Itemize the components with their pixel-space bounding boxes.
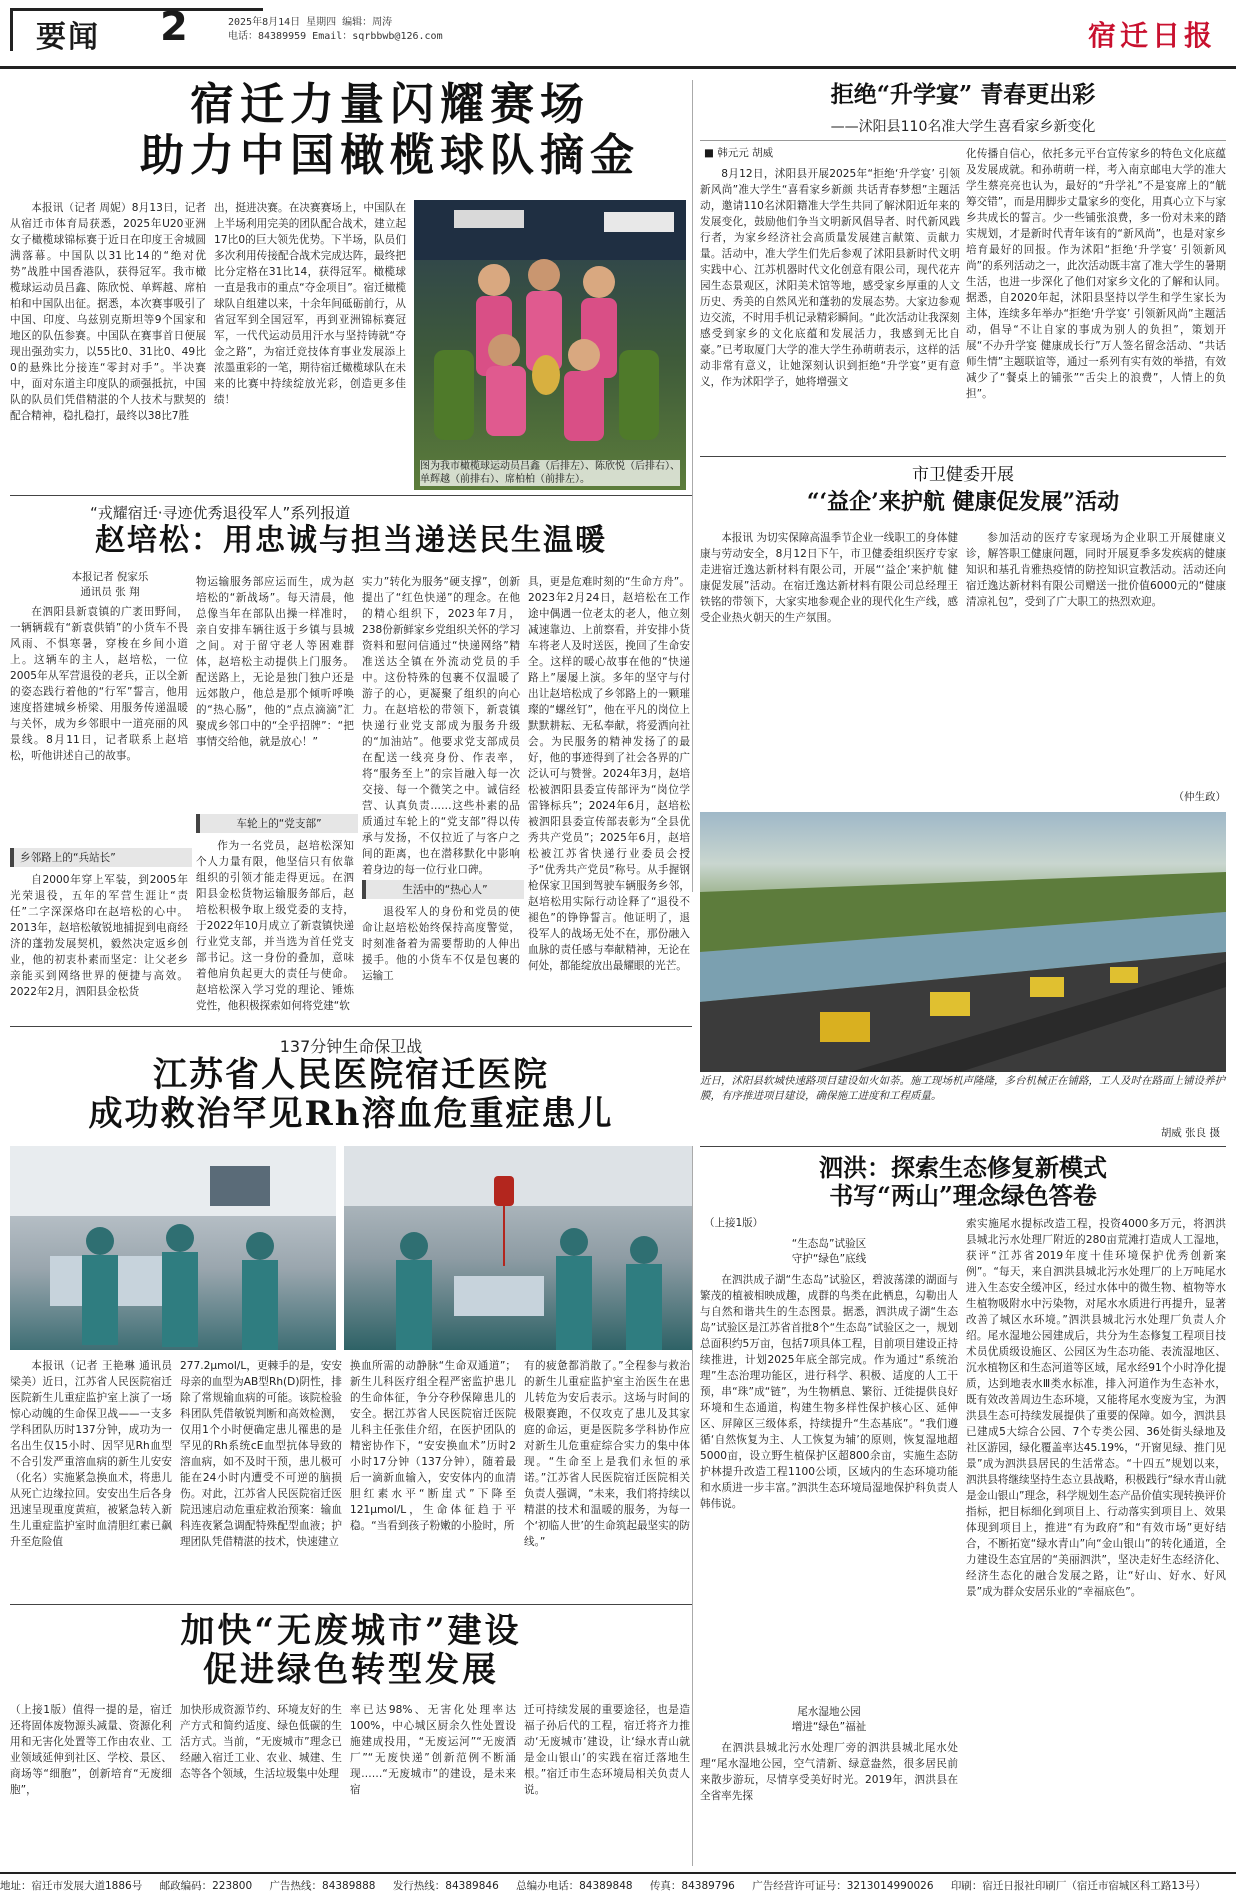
date-line: 2025年8月14日 星期四 编辑：周涛 xyxy=(228,17,393,28)
health-col2: 参加活动的医疗专家现场为企业职工开展健康义诊，解答职工健康问题，同时开展夏季多发疾病的健康知识和基孔肯雅热疫情的防控知识宣教活动。活动还向宿迁逸达新材料有限公司赠送一批价值6000元的“健康清凉礼包”，受到了广大职工的热烈欢迎。 xyxy=(966,532,1226,608)
rugby-headline xyxy=(60,80,720,181)
hospital-photo-left xyxy=(10,1146,336,1350)
waste-col2: 加快形成资源节约、环境友好的生产方式和简约适度、绿色低碳的生活方式。当前，“无废城市”理念已经融入宿迁工业、农业、城建、生态等各个领域，生活垃圾集中处理 xyxy=(180,1704,342,1780)
hospital-headline xyxy=(10,1056,692,1134)
masthead xyxy=(0,0,1236,68)
hospital-headline-line2: 成功救治罕见Rh溶血危重症患儿 xyxy=(88,1094,614,1135)
zhao-col1a: 在泗阳县新袁镇的广袤田野间，一辆辆载有“新袁供销”的小货车不畏风雨、不惧寒暑，穿梭在乡间小道上。这辆车的主人，赵培松，一位2005年从军营退役的老兵，正以全新的姿态践行着他的“行军”誓言，他用速度搭建城乡桥梁、用服务传递温暖与关怀，成为乡邻眼中一道亮丽的风景线。8月11日，记者联系上赵培松，听他讲述自己的故事。 xyxy=(10,606,188,762)
footer-address: 地址：宿迁市发展大道1886号 xyxy=(0,1880,143,1892)
zhao-bottom-rule xyxy=(10,1026,692,1027)
road-bottom-rule xyxy=(700,1146,1226,1147)
waste-headline-line1: 加快“无废城市”建设 xyxy=(180,1611,522,1651)
road-photo xyxy=(700,812,1226,1072)
shengxue-rule xyxy=(700,140,1226,141)
zhao-col1b: 自2000年穿上军装，到2005年光荣退役，五年的军营生涯让“责任”二字深深烙印在赵培松的心中。2013年，赵培松敏锐地捕捉到电商经济的蓬勃发展契机，毅然决定返乡创业，他的初衷朴素而坚定：让父老乡亲能买到网络世界的便捷与高效。2022年2月，泗阳县金松货 xyxy=(10,874,188,998)
hospital-bottom-rule xyxy=(10,1604,692,1605)
zhao-headline: 赵培松：用忠诚与担当递送民生温暖 xyxy=(95,523,607,558)
zhao-col3a: 实力”转化为服务“硬支撑”，创新提出了“红色快递”的理念。在他的精心组织下，2023年7月，238份新鲜家乡党组织关怀的学习资料和慰问信通过“快递网络”精准送达全镇在外流动党员的手中。这份特殊的包裹不仅温暖了游子的心，更凝聚了组织的向心力。在赵培松的带领下，新袁镇快递行业党支部成为服务升级的“加油站”。他要求党支部成员在配送一线亮身份、作表率，将“服务至上”的宗旨融入每一次交接、每一个微笑之中。诚信经营、认真负责……这些朴素的品质通过车轮上的“党支部”得以传承与发扬，不仅拉近了与客户之间的距离，也在潜移默化中影响着身边的每一位行业口碑。 xyxy=(362,576,520,876)
section-name: 要闻 xyxy=(36,20,100,55)
zhao-series: “戎耀宿迁·寻迹优秀退役军人”系列报道 xyxy=(90,504,351,522)
hospital-photo-right xyxy=(344,1146,692,1350)
zhao-subhead-3: 生活中的“热心人” xyxy=(362,880,524,899)
waste-col3: 率已达98%、无害化处理率达100%，中心城区厨余久性处置设施建成投用，“无废运河”“无废酒厂”“无废快递”创新范例不断涌现……“无废城市”的建设，是未来宿 xyxy=(350,1704,516,1796)
sihong-headline-line2: 书写“两山”理念绿色答卷 xyxy=(829,1180,1097,1210)
hospital-col2: 277.2μmol/L，更棘手的是，安安母亲的血型为AB型Rh(D)阴性，排除了常规输血病的可能。该院检验科团队凭借敏锐判断和高效检测，仅用1个小时便确定患儿罹患的是罕见的Rh系统cE血型抗体导致的溶血病，如不及时干预，患儿极可能在24小时内遭受不可逆的脑损伤。对此，江苏省人民医院宿迁医院迅速启动危重症救治预案：输血科连夜紧急调配特殊配型血液；护理团队凭借精湛的技术，快速建立 xyxy=(180,1360,342,1548)
newspaper-logo: 宿迁日报 xyxy=(1087,19,1216,52)
masthead-info xyxy=(228,16,443,44)
waste-col1: （上接1版）值得一提的是，宿迁还将固体废物源头减量、资源化利用和无害化处置等工作由农业、工业领域延伸到社区、学校、景区、商场等“细胞”，创新培育“无废细胞”， xyxy=(10,1704,172,1796)
footer-editor-line: 总编办电话：84389848 xyxy=(516,1880,633,1892)
hospital-ward-image xyxy=(10,1146,336,1350)
zhao-subhead-2: 车轮上的“党支部” xyxy=(196,814,358,833)
road-construction-image xyxy=(700,812,1226,1072)
health-credit: （仲生政） xyxy=(1173,791,1226,803)
sihong-subhead-2: 尾水湿地公园 增进“绿色”福祉 xyxy=(791,1706,867,1733)
hospital-kicker: 137分钟生命保卫战 xyxy=(279,1037,423,1056)
waste-headline xyxy=(10,1612,692,1690)
rugby-headline-line2: 助力中国橄榄球队摘金 xyxy=(140,129,640,181)
rugby-col1: 本报讯（记者 周妮）8月13日，记者从宿迁市体育局获悉，2025年U20亚洲女子橄榄球锦标赛于近日在印度王舍城圆满落幕。中国队以31比14的“绝对优势”战胜中国香港队，获得冠军。我市橄榄球运动员吕鑫、陈欣悦、单辉越、席柏柏和中国队出征。据悉，本次赛事吸引了中国、印度、乌兹别克斯坦等9个国家和地区的队伍参赛。中国队在赛事首日便展现出强劲实力，以55比0、31比0、49比0的悬殊比分接连“零封对手”。半决赛中，面对东道主印度队的顽强抵抗，中国队的队员们凭借精湛的个人技术与默契的配合精神，稳扎稳打，最终以38比7胜 xyxy=(10,202,206,422)
rugby-team-image xyxy=(414,200,686,490)
zhao-byline: 本报记者 倪家乐 通讯员 张 翔 xyxy=(71,571,149,598)
rugby-headline-line1: 宿迁力量闪耀赛场 xyxy=(190,79,590,130)
page-number: 2 xyxy=(160,4,188,50)
health-headline: “‘益企’来护航 健康促发展”活动 xyxy=(806,489,1120,515)
sihong-headline-line1: 泗洪：探索生态修复新模式 xyxy=(819,1153,1107,1182)
footer-ad-line: 广告热线：84389888 xyxy=(269,1880,376,1892)
footer-fax: 传真：84389796 xyxy=(649,1880,735,1892)
hospital-col3: 换血所需的动静脉“生命双通道”；新生儿科医疗组全程严密监护患儿的生命体征，争分夺秒保障患儿的安全。据江苏省人民医院宿迁医院儿科主任张佳介绍，在医护团队的精密协作下，“安安换血术”历时2小时17分钟（137分钟），随着最后一滴新血输入，安安体内的血清胆红素水平“断崖式”下降至121μmol/L，生命体征趋于平稳。“当看到孩子粉嫩的小脸时，所 xyxy=(350,1360,516,1532)
road-credit: 胡威 张良 摄 xyxy=(1160,1127,1220,1139)
shengxue-headline: 拒绝“升学宴” 青春更出彩 xyxy=(830,81,1096,108)
shengxue-bottom-rule xyxy=(700,456,1226,457)
shengxue-col1: 8月12日，沭阳县开展2025年“拒绝‘升学宴’ 引领新风尚”准大学生“喜看家乡新颜 共话青春梦想”主题活动，邀请110名沭阳籍准大学生共同了解沭阳近年来的发展变化，鼓励他们争当文明新风倡导者、时代新风践行者，为家乡经济社会高质量发展建言献策、贡献力量。活动中，准大学生们先后参观了沭阳县新时代文明实践中心、江苏机器时代文化创意有限公司，现代花卉园生态景观区，沭阳美术馆等地，感受家乡厚重的人文历史、秀美的自然风光和蓬勃的发展态势。大家边参观边交流，不时用手机记录精彩瞬间。“此次活动让我深刻感受到家乡的文化底蕴和发展活力，我感到无比自豪。”已考取厦门大学的准大学生孙萌萌表示，这样的活动非常有意义，让她深刻认识到拒绝“升学宴”更有意义，作为沭阳学子，她将增强文 xyxy=(700,168,960,388)
footer xyxy=(0,1872,1236,1900)
sihong-headline xyxy=(700,1154,1226,1209)
health-kicker: 市卫健委开展 xyxy=(912,465,1014,485)
footer-postcode: 邮政编码：223800 xyxy=(159,1880,253,1892)
sihong-col2: 索实施尾水提标改造工程，投资4000多万元，将泗洪县城北污水处理厂附近的280亩荒滩打造成人工湿地，获评“江苏省2019年度十佳环境保护优秀创新案例”。“每天，来自泗洪县城北污水处理厂的上万吨尾水进入生态安全缓冲区，经过水体中的微生物、植物等水生植物吸附水中污染物，对尾水水质进行再提升，显著改善了城区水环境。”泗洪县城北污水处理厂负责人介绍。尾水湿地公园建成后，共分为生态修复工程项目技术员优质级设施区、公园区为生态功能、表流湿地区、沉水植物区和生态河道等区域，尾水经91个小时净化提质，达到地表水Ⅲ类水标准，排入河道作为生态补水，既有效改善周边生态环境，又能将尾水变废为宝，为泗洪县生态可持续发展提供了重要的保障。如今，泗洪县已建成5大综合公园、7个专类公园、36处街头绿地及社区游园，绿化覆盖率达45.19%，“开窗见绿、推门见景”成为泗洪县居民的生活常态。“十四五”规划以来，泗洪县将继续坚持生态立县战略，积极践行“绿水青山就是金山银山”理念，科学规划生态产品价值实现转换评价指标，把目标细化到项目上、行动落实到项目上、效果体现到项目上，推进“有为政府”和“有效市场”更好结合，不断拓宽“绿水青山”向“金山银山”的转化通道，全力建设生态宜居的“美丽泗洪”，坚决走好生态经济化、经济生态化的融合发展之路，让“好山、好水、好风景”成为群众安居乐业的“幸福底色”。 xyxy=(966,1218,1226,1598)
hospital-transfusion-image xyxy=(344,1146,692,1350)
hospital-headline-line1: 江苏省人民医院宿迁医院 xyxy=(153,1055,549,1095)
zhao-subhead-1: 乡邻路上的“兵站长” xyxy=(10,848,192,867)
sihong-continued: （上接1版） xyxy=(704,1217,764,1229)
hospital-col4: 有的疲惫都消散了。”全程参与救治的新生儿重症监护室主治医生在患儿转危为安后表示。这场与时间的极限赛跑，不仅攻克了患儿及其家庭的命运，更是医院多学科协作应对新生儿危重症综合实力的集中体现。“生命至上是我们永恒的承诺。”江苏省人民医院宿迁医院相关负责人强调，“未来，我们将持续以精湛的技术和温暖的服务，为每一个‘初临人世’的生命筑起最坚实的防线。” xyxy=(524,1360,690,1548)
zhao-col3b: 退役军人的身份和党员的使命让赵培松始终保持高度警觉，时刻准备着为需要帮助的人伸出援手。他的小货车不仅是包裹的运输工 xyxy=(362,906,520,982)
footer-printer: 印刷：宿迁日报社印刷厂（宿迁市宿城区科工路13号） xyxy=(950,1880,1206,1892)
road-caption: 近日，沭阳县软城快速路项目建设如火如荼。施工现场机声隆隆，多台机械正在铺路，工人及时在路面上铺设养护膜，有序推进项目建设，确保施工进度和工程质量。 xyxy=(700,1075,1225,1102)
rugby-col2: 出，挺进决赛。在决赛赛场上，中国队在上半场利用完美的团队配合战术，建立起17比0的巨大领先优势。下半场，队员们多次利用传接配合战术完成达阵，最终把比分定格在31比14，获得冠军。橄榄球一直是我市的重点“夺金项目”。宿迁橄榄球队自组建以来，十余年间砥砺前行，从省冠军到全国冠军，再到亚洲锦标赛冠军，一代代运动员用汗水与坚持铸就“夺金之路”，为宿迁竞技体育事业发展添上浓墨重彩的一笔，期待宿迁橄榄球队在未来的比赛中持续绽放光彩，创造更多佳绩！ xyxy=(214,202,406,406)
shengxue-col2: 化传播自信心，依托多元平台宣传家乡的特色文化底蕴及发展成就。和孙萌萌一样，考入南京邮电大学的准大学生蔡亮亮也认为，最好的“升学礼”不是宴席上的“觥筹交错”，而是用脚步丈量家乡的变化，用真心立下与家乡共成长的誓言。少一些铺张浪费，多一份对未来的踏实规划，才是新时代青年该有的“新风尚”，也是对家乡培育最好的回报。作为沭阳“拒绝‘升学宴’ 引领新风尚”的系列活动之一，此次活动既丰富了准大学生的暑期生活，也进一步深化了他们对家乡文化的了解和认同。据悉，自2020年起，沭阳县坚持以学生和学生家长为主体，连续多年举办“拒绝‘升学宴’ 引领新风尚”主题活动，倡导“不让自家的事成为别人的负担”，策划开展“不办升学宴 健康成长行”万人签名留念活动、“共话师生情”主题联谊等，通过一系列有实有效的举措，有效减少了“餐桌上的铺张”“舌尖上的浪费”，人情上的负担”。 xyxy=(966,148,1226,400)
column-divider-right xyxy=(692,80,693,892)
sihong-subhead-1: “生态岛”试验区 守护“绿色”底线 xyxy=(791,1238,867,1265)
rugby-photo xyxy=(414,200,686,490)
footer-license: 广告经营许可证号：3213014990026 xyxy=(752,1880,934,1892)
zhao-col2a: 物运输服务部应运而生，成为赵培松的“新战场”。每天清晨，他总像当年在部队出操一样准时，亲自安排车辆往返于乡镇与县城之间。对于留守老人等困难群体，赵培松主动提供上门服务。配送路上，无论是独门独户还是远郊散户，他总是那个倾听呼唤的“热心肠”，他的“点点滴滴”汇聚成乡邻口中的“全乎招牌”：“把事情交给他，就是放心！” xyxy=(196,576,354,748)
sihong-col1a: 在泗洪成子湖“生态岛”试验区，碧波荡漾的湖面与繁茂的植被相映成趣，成群的鸟类在此栖息，勾勒出人与自然和谐共生的生态图景。据悉，泗洪成子湖“生态岛”试验区是江苏省首批8个“生态岛”试验区之一，规划总面积约5万亩，包括7项具体工程，目前项目建设正持续推进，计划2025年底全部完成。作为通过“系统治理”生态治理功能区，进行科学、积极、适度的人工干预，串“珠”成“链”，为生物栖息、繁衍、迁徙提供良好环境和生态通道，构建生物多样性保护核心区、延伸区、屏障区三级体系，持续提升“生态基底”。“我们遵循‘自然恢复为主、人工恢复为辅’的原则，恢复湿地超5000亩，设立野生植保护区超800余亩，实施生态防护林提升改造工程1100公顷，区域内的生态环境功能和水质进一步丰富。”泗洪生态环境局湿地保护科负责人韩伟说。 xyxy=(700,1274,958,1510)
footer-distribution: 发行热线：84389846 xyxy=(392,1880,499,1892)
contact-line: 电话：84389959 Email：sqrbbwb@126.com xyxy=(228,31,443,42)
hospital-col1: 本报讯（记者 王艳琳 通讯员 梁美）近日，江苏省人民医院宿迁医院新生儿重症监护室上演了一场惊心动魄的生命保卫战——一支多学科团队历时137分钟，成功为一名出生仅15小时、因罕见Rh血型不合引发严重溶血病的新生儿安安（化名）实施紧急换血术，将患儿从死亡边缘拉回。安安出生后各身迅速呈现重度黄疸，被紧急转入新生儿重症监护室时血清胆红素已飙升至危险值 xyxy=(10,1360,172,1548)
rugby-bottom-rule xyxy=(10,495,692,496)
zhao-col2b: 作为一名党员，赵培松深知个人力量有限，他坚信只有依靠组织的引领才能走得更远。在泗阳县金松货物运输服务部后，赵培松积极争取上级党委的支持，于2022年10月成立了新袁镇快递行业党支部，并当选为首任党支部书记。这一身份的叠加，意味着他肩负起更大的责任与使命。赵培松深入学习党的理论、锤炼党性，他积极探索如何将党建“软 xyxy=(196,840,354,1012)
waste-col4: 迁可持续发展的重要途径，也是造福子孙后代的工程，宿迁将齐力推动‘无废城市’建设，让‘绿水青山就是金山银山’的实践在宿迁落地生根。”宿迁市生态环境局相关负责人说。 xyxy=(524,1704,690,1796)
column-divider-lower xyxy=(692,1146,693,1866)
shengxue-subhead: ——沭阳县110名准大学生喜看家乡新变化 xyxy=(830,119,1096,135)
zhao-col4: 具，更是危难时刻的“生命方舟”。2023年2月24日，赵培松在工作途中偶遇一位老太的老人，他立刻减速靠边、上前察看，并安排小货车将老人及时送医，挽回了生命安全。这样的暖心故事在他的“快递路上”屡屡上演。多年的坚守与付出让赵培松成了乡邻路上的一颗璀璨的“螺丝钉”，他在平凡的岗位上默默耕耘、无私奉献，将爱洒向社会。为民服务的精神发扬了的最好，他的事迹得到了社会各界的广泛认可与赞誉。2024年3月，赵培松被泗阳县委宣传部评为“岗位学雷锋标兵”；2024年6月，赵培松被泗阳县委宣传部表彰为“全县优秀共产党员”；2025年6月，赵培松被江苏省快递行业委员会授予“优秀共产党员”称号。从手握钢枪保家卫国到驾驶车辆服务乡邻，赵培松用实际行动诠释了“退役不褪色”的铮铮誓言。他证明了，退役军人的战场无处不在，那份融入血脉的责任感与奉献精神，无论在何处，都能绽放出最耀眼的光芒。 xyxy=(528,576,690,972)
masthead-rule xyxy=(0,66,1236,69)
sihong-col1b: 在泗洪县城北污水处理厂旁的泗洪县城北尾水处理“尾水湿地公园，空气清新、绿意盎然，很多居民前来散步游玩，尽情享受美好时光。2019年，泗洪县在全省率先探 xyxy=(700,1742,958,1802)
shengxue-byline: ■ 韩元元 胡威 xyxy=(704,147,774,159)
rugby-photo-caption: 图为我市橄榄球运动员吕鑫（后排左）、陈欣悦（后排右）、单辉越（前排右）、席柏柏（前排左）。 xyxy=(420,461,680,485)
health-col1: 本报讯 为切实保障高温季节企业一线职工的身体健康与劳动安全，8月12日下午，市卫健委组织医疗专家走进宿迁逸达新材料有限公司，开展“‘益企’来护航 健康促发展”活动。在宿迁逸达新材料有限公司总经理王铁铭的带领下，大家实地参观企业的现代化生产线，感受企业热火朝天的生产氛围。 xyxy=(700,532,958,624)
waste-headline-line2: 促进绿色转型发展 xyxy=(203,1650,499,1691)
